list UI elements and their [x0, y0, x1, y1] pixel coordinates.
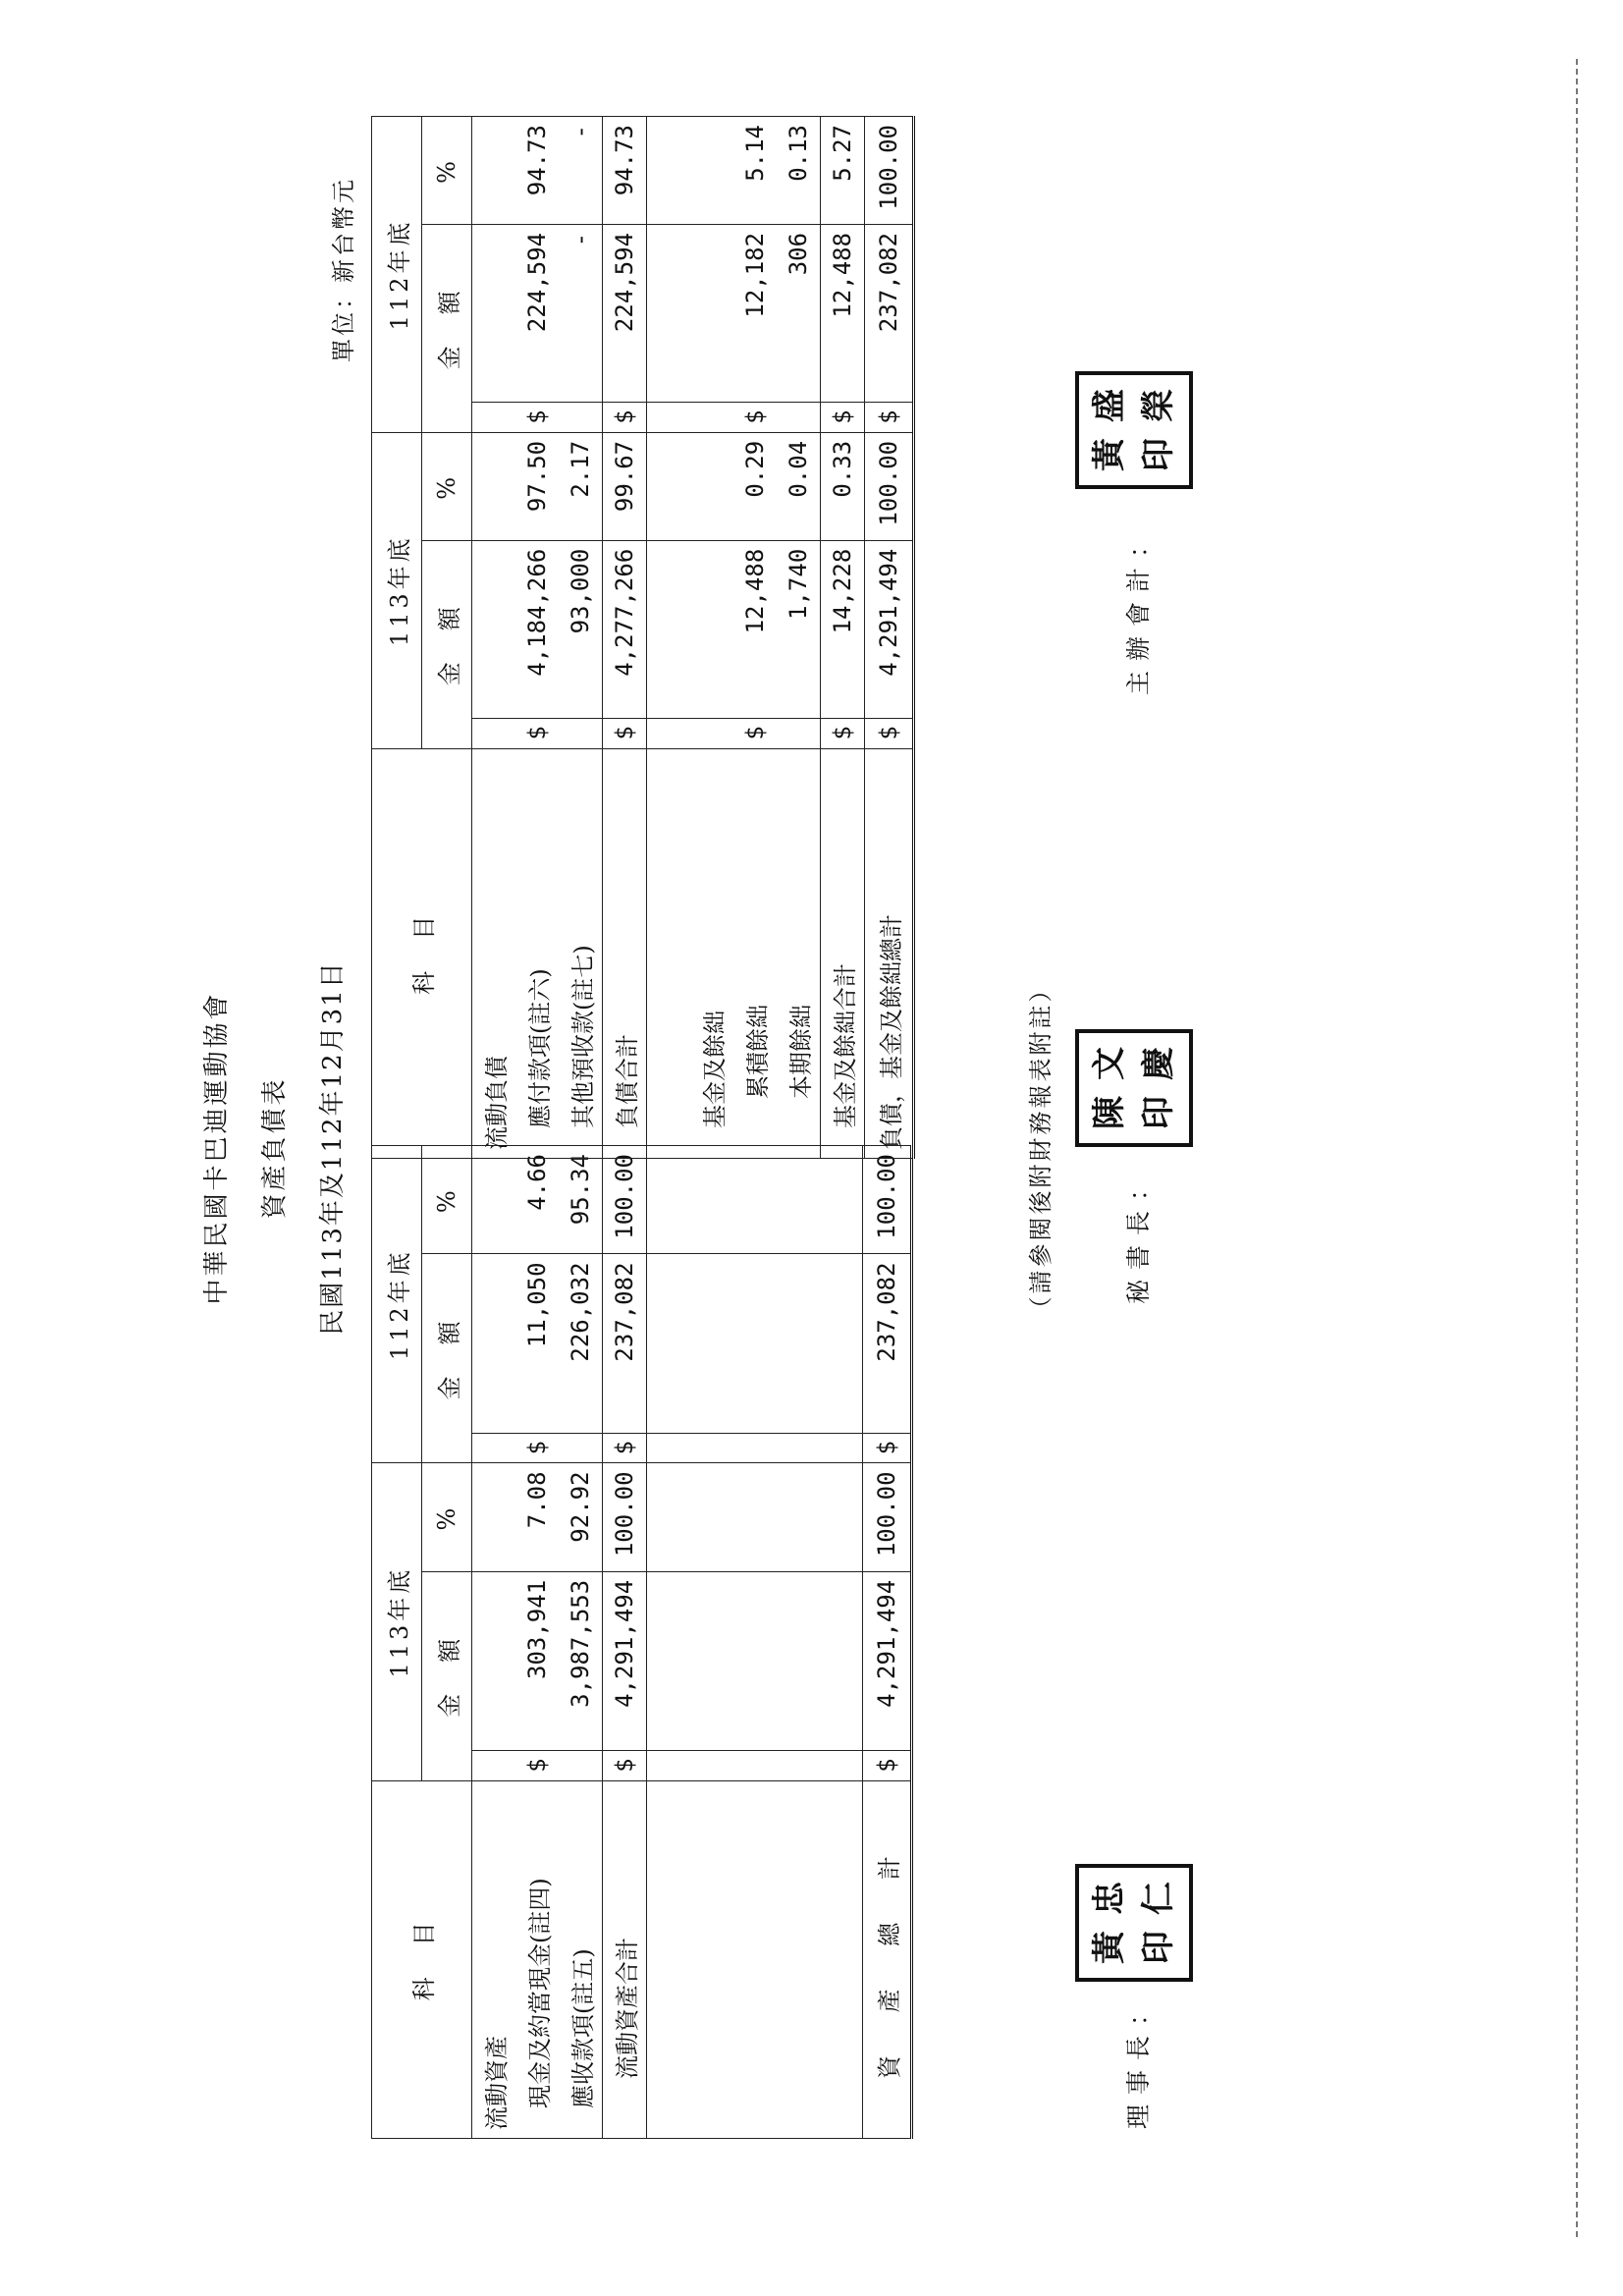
- pct-113: 2.17: [559, 432, 603, 540]
- amount-113: 4,291,494: [603, 1571, 647, 1750]
- secretary-signature-label: 秘書長：: [1124, 1166, 1153, 1304]
- table-row: [515, 1146, 559, 2139]
- pct-113: 97.50: [515, 432, 559, 540]
- currency-sign: $: [515, 403, 559, 433]
- page-edge-line: [1576, 59, 1578, 2237]
- currency-sign: [777, 403, 821, 433]
- report-period: 民國113年及112年12月31日: [318, 960, 348, 1336]
- pct-112: 100.00: [603, 1146, 647, 1254]
- currency-sign: $: [821, 403, 865, 433]
- currency-sign: [559, 718, 603, 748]
- currency-unit: 單位：新台幣元: [330, 177, 357, 362]
- pct-112: 5.14: [733, 117, 777, 225]
- seal-char: 印: [1139, 1096, 1178, 1129]
- currency-sign: $: [515, 1433, 559, 1463]
- amount-113: 4,291,494: [865, 540, 914, 718]
- col-header-item: 科 目: [372, 1780, 472, 2138]
- table-row: [733, 117, 777, 1159]
- liabilities-table: [371, 116, 915, 1159]
- amount-113: 93,000: [559, 540, 603, 718]
- currency-sign: $: [603, 403, 647, 433]
- pct-112: 4.66: [515, 1146, 559, 1254]
- pct-112: 5.27: [821, 117, 865, 225]
- pct-113: 100.00: [603, 1463, 647, 1571]
- row-label: 基金及餘絀合計: [821, 748, 865, 1158]
- currency-sign: $: [603, 1750, 647, 1780]
- amount-113: 4,184,266: [515, 540, 559, 718]
- assets-table: [371, 1145, 913, 2139]
- seal-char: 慶: [1139, 1047, 1178, 1080]
- currency-sign: $: [863, 1750, 912, 1780]
- amount-112: 237,082: [865, 224, 914, 402]
- currency-sign: $: [515, 718, 559, 748]
- row-label: 負債合計: [603, 748, 647, 1158]
- amount-112: -: [559, 224, 603, 402]
- section-row: [472, 1146, 516, 2139]
- seal-char: 文: [1090, 1047, 1129, 1080]
- row-label: 應收款項(註五): [559, 1780, 603, 2138]
- pct-113: 92.92: [559, 1463, 603, 1571]
- amount-113: 303,941: [515, 1571, 559, 1750]
- amount-112: 11,050: [515, 1254, 559, 1433]
- pct-112: -: [559, 117, 603, 225]
- currency-sign: $: [865, 403, 914, 433]
- report-title: 資產負債表: [260, 1076, 290, 1220]
- pct-113: 0.33: [821, 432, 865, 540]
- pct-113: 100.00: [863, 1463, 912, 1571]
- row-label: 累積餘絀: [733, 748, 777, 1158]
- amount-113: 12,488: [733, 540, 777, 718]
- section-row: [472, 117, 516, 1159]
- amount-112: 224,594: [515, 224, 559, 402]
- subtotal-row: [603, 1146, 647, 2139]
- chairman-seal: [1075, 1864, 1193, 1982]
- amount-112: 12,182: [733, 224, 777, 402]
- currency-sign: $: [733, 718, 777, 748]
- section-row: [690, 117, 733, 1159]
- pct-112: 0.13: [777, 117, 821, 225]
- col-header-112: 112年底: [372, 1146, 422, 1463]
- chairman-signature-label: 理事長：: [1124, 1991, 1153, 2129]
- row-label: 流動資產合計: [603, 1780, 647, 2138]
- col-header-112: 112年底: [372, 117, 422, 433]
- col-header-113: 113年底: [372, 432, 422, 748]
- currency-sign: $: [603, 1433, 647, 1463]
- seal-char: 忠: [1090, 1882, 1129, 1915]
- table-row: [777, 117, 821, 1159]
- section-label: 流動負債: [472, 748, 516, 1158]
- col-header-pct: %: [422, 432, 472, 540]
- pct-112: 95.34: [559, 1146, 603, 1254]
- section-label: 基金及餘絀: [690, 748, 733, 1158]
- col-header-amount: 金 額: [422, 1254, 472, 1463]
- pct-113: 100.00: [865, 432, 914, 540]
- currency-sign: [559, 403, 603, 433]
- row-label: 其他預收款(註七): [559, 748, 603, 1158]
- currency-sign: [559, 1750, 603, 1780]
- col-header-pct: %: [422, 1463, 472, 1571]
- row-label: 應付款項(註六): [515, 748, 559, 1158]
- pct-113: 99.67: [603, 432, 647, 540]
- currency-sign: [777, 718, 821, 748]
- col-header-113: 113年底: [372, 1463, 422, 1780]
- pct-113: 0.04: [777, 432, 821, 540]
- currency-sign: [559, 1433, 603, 1463]
- currency-sign: $: [733, 403, 777, 433]
- pct-112: 94.73: [515, 117, 559, 225]
- table-row: [559, 117, 603, 1159]
- currency-sign: $: [821, 718, 865, 748]
- amount-112: 226,032: [559, 1254, 603, 1433]
- subtotal-row: [821, 117, 865, 1159]
- amount-113: 4,277,266: [603, 540, 647, 718]
- seal-char: 黃: [1090, 1931, 1129, 1964]
- amount-113: 14,228: [821, 540, 865, 718]
- organization-name: 中華民國卡巴迪運動協會: [202, 991, 232, 1305]
- currency-sign: $: [865, 718, 914, 748]
- amount-112: 237,082: [603, 1254, 647, 1433]
- col-header-amount: 金 額: [422, 540, 472, 748]
- seal-char: 印: [1139, 1931, 1178, 1964]
- amount-113: 1,740: [777, 540, 821, 718]
- amount-112: 237,082: [863, 1254, 912, 1433]
- col-header-item: 科 目: [372, 748, 472, 1158]
- col-header-amount: 金 額: [422, 224, 472, 432]
- table-row: [559, 1146, 603, 2139]
- amount-113: 4,291,494: [863, 1571, 912, 1750]
- spacer-row: [647, 1146, 863, 2139]
- secretary-seal: [1075, 1029, 1193, 1147]
- col-header-pct: %: [422, 117, 472, 225]
- pct-113: 7.08: [515, 1463, 559, 1571]
- accountant-signature-label: 主辦會計：: [1124, 522, 1153, 695]
- currency-sign: $: [603, 718, 647, 748]
- total-row: [863, 1146, 912, 2139]
- seal-char: 印: [1139, 438, 1178, 471]
- accountant-seal: [1075, 371, 1193, 489]
- row-label: 現金及約當現金(註四): [515, 1780, 559, 2138]
- currency-sign: $: [515, 1750, 559, 1780]
- seal-char: 盛: [1090, 389, 1129, 422]
- pct-112: 94.73: [603, 117, 647, 225]
- footnote: （請參閱後附財務報表附註）: [1027, 975, 1055, 1321]
- seal-char: 榮: [1139, 389, 1178, 422]
- pct-113: 0.29: [733, 432, 777, 540]
- seal-char: 黃: [1090, 438, 1129, 471]
- pct-112: 100.00: [865, 117, 914, 225]
- seal-char: 陳: [1090, 1096, 1129, 1129]
- total-row: [865, 117, 914, 1159]
- pct-112: 100.00: [863, 1146, 912, 1254]
- currency-sign: $: [863, 1433, 912, 1463]
- row-label: 本期餘絀: [777, 748, 821, 1158]
- amount-112: 306: [777, 224, 821, 402]
- col-header-amount: 金 額: [422, 1571, 472, 1780]
- seal-char: 仁: [1139, 1882, 1178, 1915]
- row-label: 資 產 總 計: [863, 1780, 912, 2138]
- amount-113: 3,987,553: [559, 1571, 603, 1750]
- amount-112: 12,488: [821, 224, 865, 402]
- table-row: [515, 117, 559, 1159]
- subtotal-row: [603, 117, 647, 1159]
- section-label: 流動資產: [472, 1780, 516, 2138]
- spacer-row: [647, 117, 691, 1159]
- amount-112: 224,594: [603, 224, 647, 402]
- col-header-pct: %: [422, 1146, 472, 1254]
- row-label: 負債，基金及餘絀總計: [865, 748, 914, 1158]
